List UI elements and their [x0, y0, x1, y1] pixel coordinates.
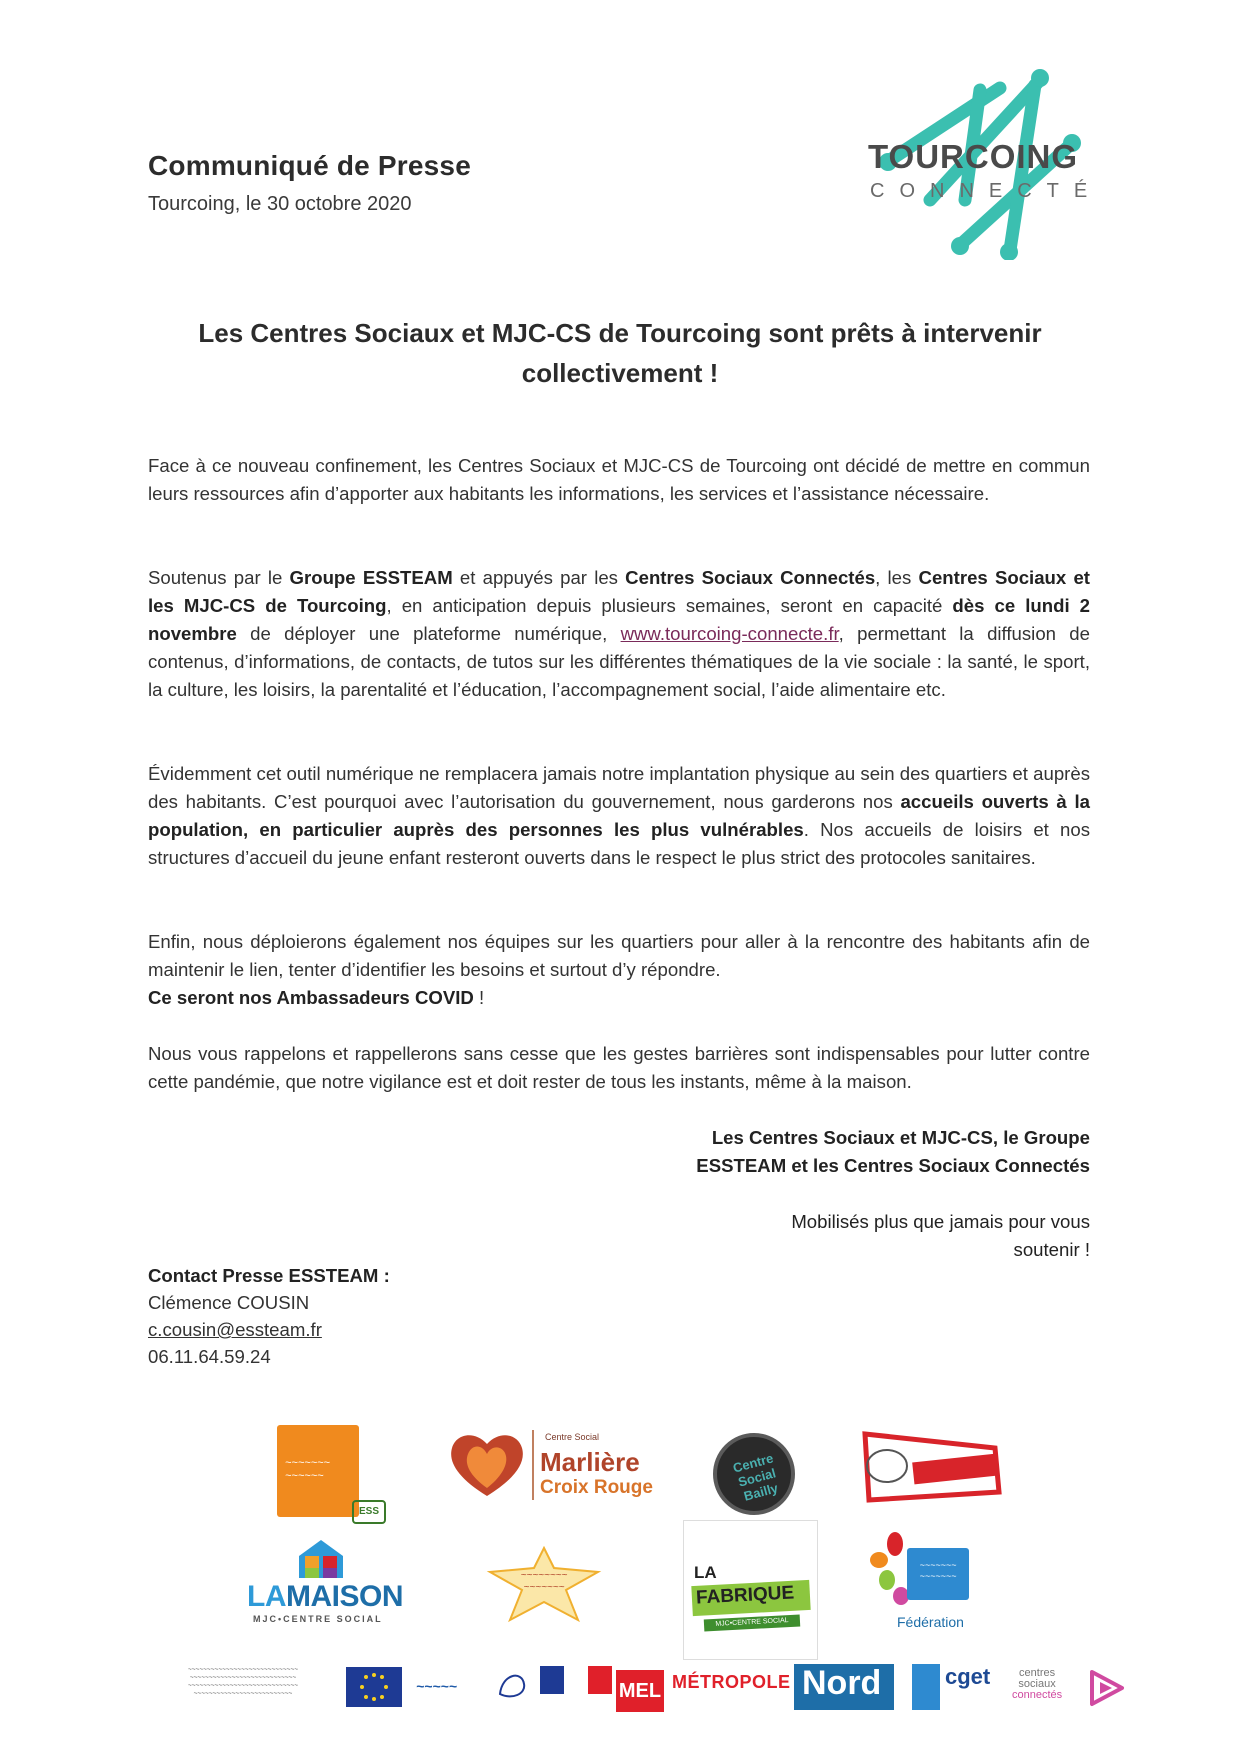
csc-line: connectés [1012, 1689, 1063, 1701]
contact-title: Contact Presse ESSTEAM : [148, 1265, 390, 1286]
paragraph-4 [148, 928, 1090, 1012]
text-run: Évidemment cet outil numérique ne remplacera jamais notre implantation physique au sein des quartiers et auprès des habitants. C’est pourquoi avec l’autorisation du gouvernement, nous garderons nos [148, 763, 1090, 812]
fabrique-subtitle: MJC•CENTRE SOCIAL [704, 1614, 800, 1631]
press-release-date: Tourcoing, le 30 octobre 2020 [148, 193, 412, 215]
text-run: , en anticipation depuis plusieurs semaines, seront en capacité [386, 595, 953, 616]
text-run: , permettant la diffusion de contenus, d’informations, de contacts, de tutos sur les différentes thématiques de la vie sociale : la santé, le sport, la culture, les loisirs, la parentalité et l’éducation, l’accompagnement social, l’aide alimentaire etc. [148, 623, 1090, 700]
closing-line: Mobilisés plus que jamais pour vous [791, 1211, 1090, 1232]
mel-logo: MEL [616, 1670, 664, 1712]
marliere-divider [532, 1430, 534, 1500]
closing-block [630, 1208, 1090, 1264]
logo-subtitle: CONNECTÉ [870, 180, 1103, 202]
signature-line: Les Centres Sociaux et MJC-CS, le Groupe [711, 1127, 1090, 1148]
text-run: et appuyés par les [452, 567, 626, 588]
feder-funding-notice: ~~~~~~~~~~~~~~~~~~~~~~~~~~~~~ ~~~~~~~~~~~~~~~~~~~~~~~~~~~~ ~~~~~~~~~~~~~~~~~~~~~~~~~~~~~ ~~~~~~~~~~~~~~~~~~~~~~~~~~ [187, 1666, 299, 1697]
orange-centre-logo [277, 1425, 359, 1517]
play-arrow-icon [1086, 1668, 1126, 1708]
cget-snowflake-icon [912, 1664, 940, 1710]
centre-social-red-logo [855, 1428, 1005, 1506]
federation-blue-box [907, 1548, 969, 1600]
signature-line: ESSTEAM et les Centres Sociaux Connectés [696, 1155, 1090, 1176]
bold-run: Ce seront nos Ambassadeurs COVID [148, 987, 474, 1008]
federation-script: ~~~~~~~ ~~~~~~~ [919, 1560, 957, 1581]
fabrique-prefix: LA [694, 1563, 717, 1582]
text-run: . Nos accueils de loisirs et nos structures d’accueil du jeune enfant resteront ouverts dans le respect le plus strict des protocoles sanitaires. [148, 819, 1090, 868]
centre-social-quartiers-logo [478, 1546, 610, 1626]
text-run: Soutenus par le [148, 567, 290, 588]
bold-run: Groupe ESSTEAM [289, 567, 453, 588]
closing-line: soutenir ! [1013, 1239, 1090, 1260]
eu-flag-icon [346, 1667, 402, 1707]
centres-sociaux-connectes-logo [1012, 1668, 1062, 1701]
federation-centres-sociaux-logo [865, 1530, 985, 1640]
la-maison-logo [247, 1538, 403, 1624]
text-run: ! [473, 987, 485, 1008]
bold-run: Centres Sociaux et les MJC-CS de Tourcoing [148, 567, 1090, 616]
republique-francaise-icon [540, 1666, 612, 1710]
paragraph-5: Nous vous rappelons et rappellerons sans cesse que les gestes barrières sont indispensables pour lutter contre cette pandémie, que notre vigilance est et doit rester de tous les instants, même à la maison. [148, 1043, 1090, 1092]
tourcoing-connecte-logo [860, 50, 1103, 260]
logo-wordmark: TOURCOING [868, 138, 1079, 175]
bold-run: dès ce lundi 2 novembre [148, 595, 1091, 644]
text-run: , les [875, 567, 919, 588]
csc-line: sociaux [1018, 1678, 1056, 1690]
fabrique-wordmark: FABRIQUE [695, 1582, 795, 1609]
bold-run: Centres Sociaux Connectés [625, 567, 876, 588]
headline-line-2: collectivement ! [521, 358, 719, 388]
headline-line-1: Les Centres Sociaux et MJC-CS de Tourcoing sont prêts à intervenir [198, 318, 1042, 348]
text-run: Enfin, nous déploierons également nos équipes sur les quartiers pour aller à la rencontre des habitants afin de maintenir le lien, tenter d’identifier les besoins et surtout d’y répondre. [148, 931, 1090, 980]
marliere-label: Marlière [540, 1447, 640, 1477]
nord-label: Nord [802, 1664, 882, 1702]
website-link[interactable]: www.tourcoing-connecte.fr [620, 623, 839, 644]
paragraph-1: Face à ce nouveau confinement, les Centres Sociaux et MJC-CS de Tourcoing ont décidé de mettre en commun leurs ressources afin d’apporter aux habitants les informations, les services et l’assistance nécessaire. [148, 455, 1090, 504]
marianne-icon [492, 1664, 532, 1704]
la-maison-subtitle: MJC•CENTRE SOCIAL [253, 1614, 383, 1624]
press-contact [148, 1262, 390, 1370]
cget-label: cget [945, 1664, 991, 1689]
contact-name: Clémence COUSIN [148, 1292, 310, 1313]
csc-line: centres [1019, 1667, 1056, 1679]
orange-logo-script: ~~~~~~~ ~~~~~~ [285, 1457, 330, 1482]
contact-phone: 06.11.64.59.24 [148, 1346, 271, 1367]
bold-run: accueils ouverts à la population, en particulier auprès des personnes les plus vulnérables [148, 791, 1090, 840]
europe-region-logo [412, 1670, 482, 1702]
paragraph-3 [148, 760, 1090, 872]
la-maison-wordmark [247, 1580, 403, 1614]
europe-script: ~~~~~ [416, 1678, 457, 1694]
centre-social-bailly-logo [713, 1433, 795, 1515]
contact-email-link[interactable]: c.cousin@essteam.fr [148, 1319, 322, 1340]
metropole-label: MÉTROPOLE [672, 1672, 791, 1692]
quartiers-script: ~~~~~~~~ ~~~~~~~ [520, 1570, 568, 1593]
bailly-label: Centre Social Bailly [731, 1450, 780, 1504]
croix-rouge-label: Croix Rouge [540, 1477, 653, 1498]
nord-departement-logo [794, 1664, 894, 1710]
la-maison-prefix: LA [247, 1580, 286, 1613]
ess-logo: ESS [352, 1500, 386, 1524]
signature-block [630, 1124, 1090, 1180]
paragraph-2 [148, 564, 1090, 704]
federation-label: Fédération [897, 1614, 964, 1630]
la-fabrique-logo [683, 1520, 818, 1660]
headline [140, 313, 1100, 393]
house-icon [295, 1538, 347, 1578]
marliere-small-label: Centre Social [545, 1432, 600, 1442]
marliere-heart-icon [448, 1430, 526, 1500]
la-maison-main: MAISON [286, 1580, 403, 1613]
press-release-title: Communiqué de Presse [148, 150, 471, 181]
text-run: de déployer une plateforme numérique, [236, 623, 621, 644]
